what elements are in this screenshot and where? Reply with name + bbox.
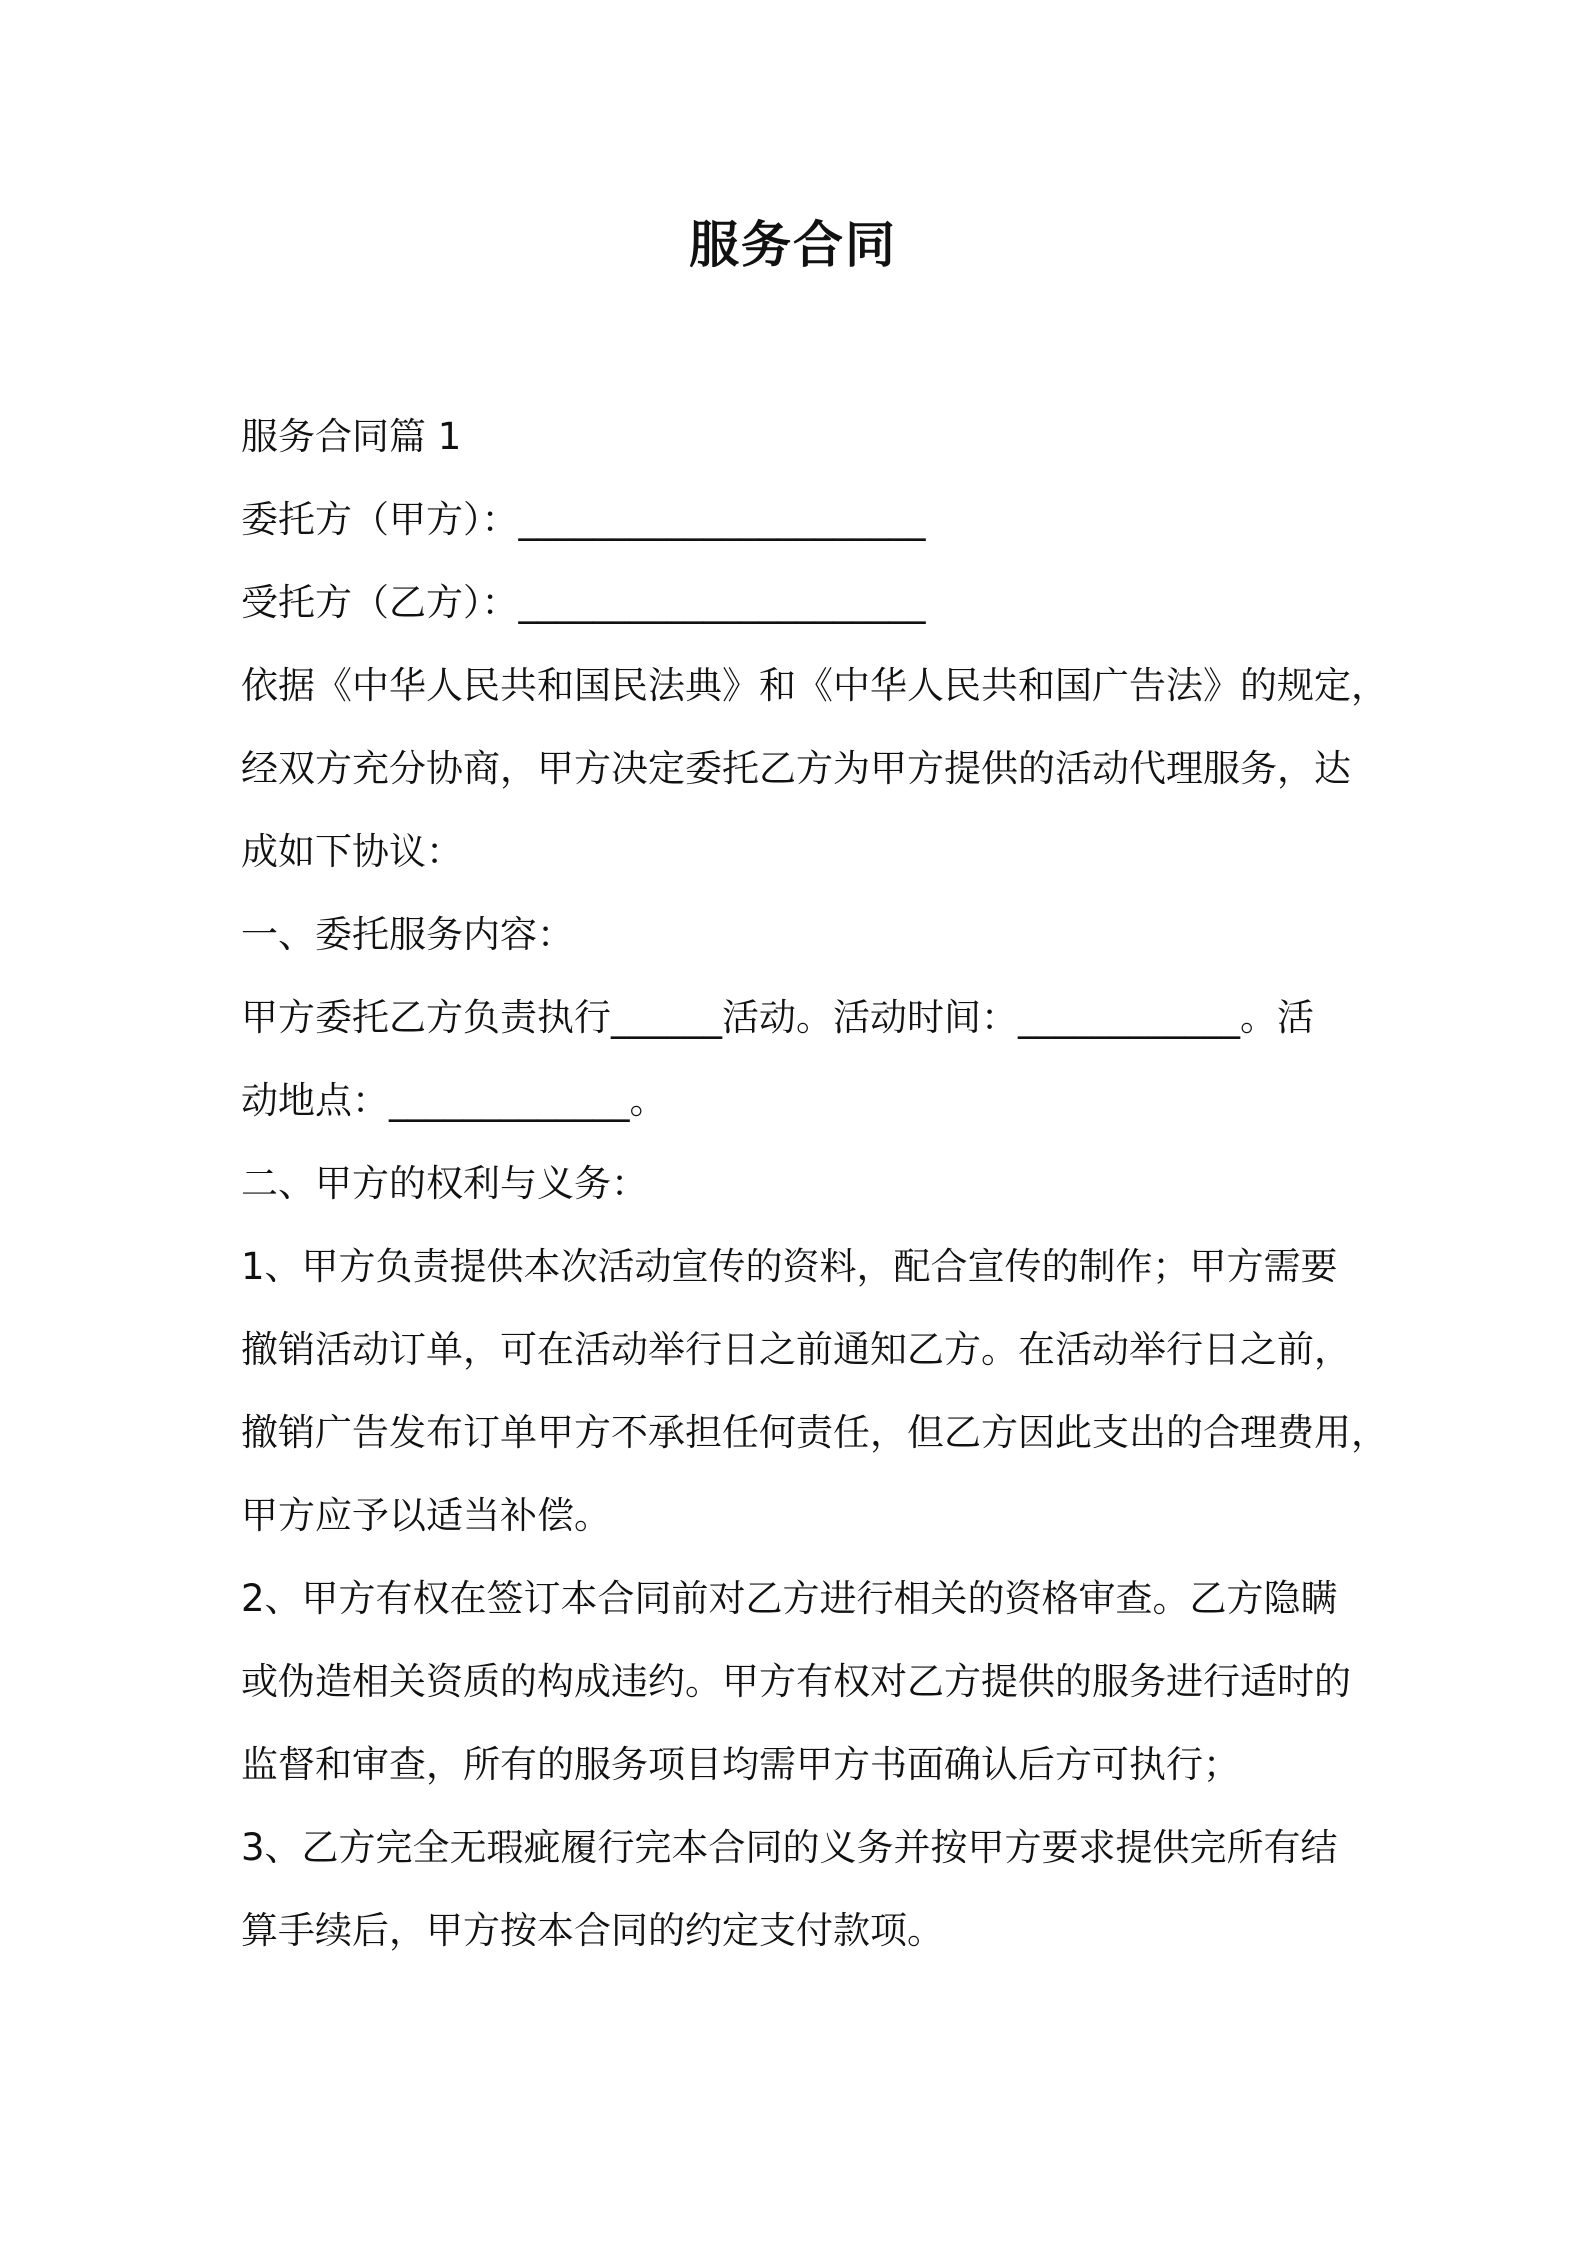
clause-2-item-1-line: 甲方应予以适当补偿。 xyxy=(241,1494,611,1537)
clause-heading-1: 一、委托服务内容： xyxy=(241,913,574,956)
preamble-line: 经双方充分协商，甲方决定委托乙方为甲方提供的活动代理服务，达 xyxy=(241,747,1351,790)
document-title: 服务合同 xyxy=(689,216,897,274)
party-b-line: 受托方（乙方）：______________________ xyxy=(241,581,926,624)
preamble-line: 成如下协议： xyxy=(241,830,463,873)
section-heading-part-1: 服务合同篇 1 xyxy=(241,415,462,458)
document-body xyxy=(241,395,1386,1972)
clause-2-item-2-line: 监督和审查，所有的服务项目均需甲方书面确认后方可执行； xyxy=(241,1743,1240,1786)
clause-1-line: 甲方委托乙方负责执行______活动。活动时间：____________。活 xyxy=(241,996,1314,1039)
clause-2-item-1-line: 撤销广告发布订单甲方不承担任何责任，但乙方因此支出的合理费用， xyxy=(241,1411,1388,1454)
clause-2-item-3-line: 3、乙方完全无瑕疵履行完本合同的义务并按甲方要求提供完所有结 xyxy=(241,1826,1338,1869)
clause-2-item-1-line: 撤销活动订单，可在活动举行日之前通知乙方。在活动举行日之前， xyxy=(241,1328,1351,1371)
clause-2-item-2-line: 2、甲方有权在签订本合同前对乙方进行相关的资格审查。乙方隐瞒 xyxy=(241,1577,1338,1620)
clause-1-line: 动地点：_____________。 xyxy=(241,1079,667,1122)
clause-2-item-3-line: 算手续后，甲方按本合同的约定支付款项。 xyxy=(241,1909,944,1952)
clause-2-item-1-line: 1、甲方负责提供本次活动宣传的资料，配合宣传的制作；甲方需要 xyxy=(241,1245,1338,1288)
clause-2-item-2-line: 或伪造相关资质的构成违约。甲方有权对乙方提供的服务进行适时的 xyxy=(241,1660,1351,1703)
preamble-line: 依据《中华人民共和国民法典》和《中华人民共和国广告法》的规定， xyxy=(241,664,1388,707)
party-a-line: 委托方（甲方）：______________________ xyxy=(241,498,926,541)
clause-heading-2: 二、甲方的权利与义务： xyxy=(241,1162,648,1205)
